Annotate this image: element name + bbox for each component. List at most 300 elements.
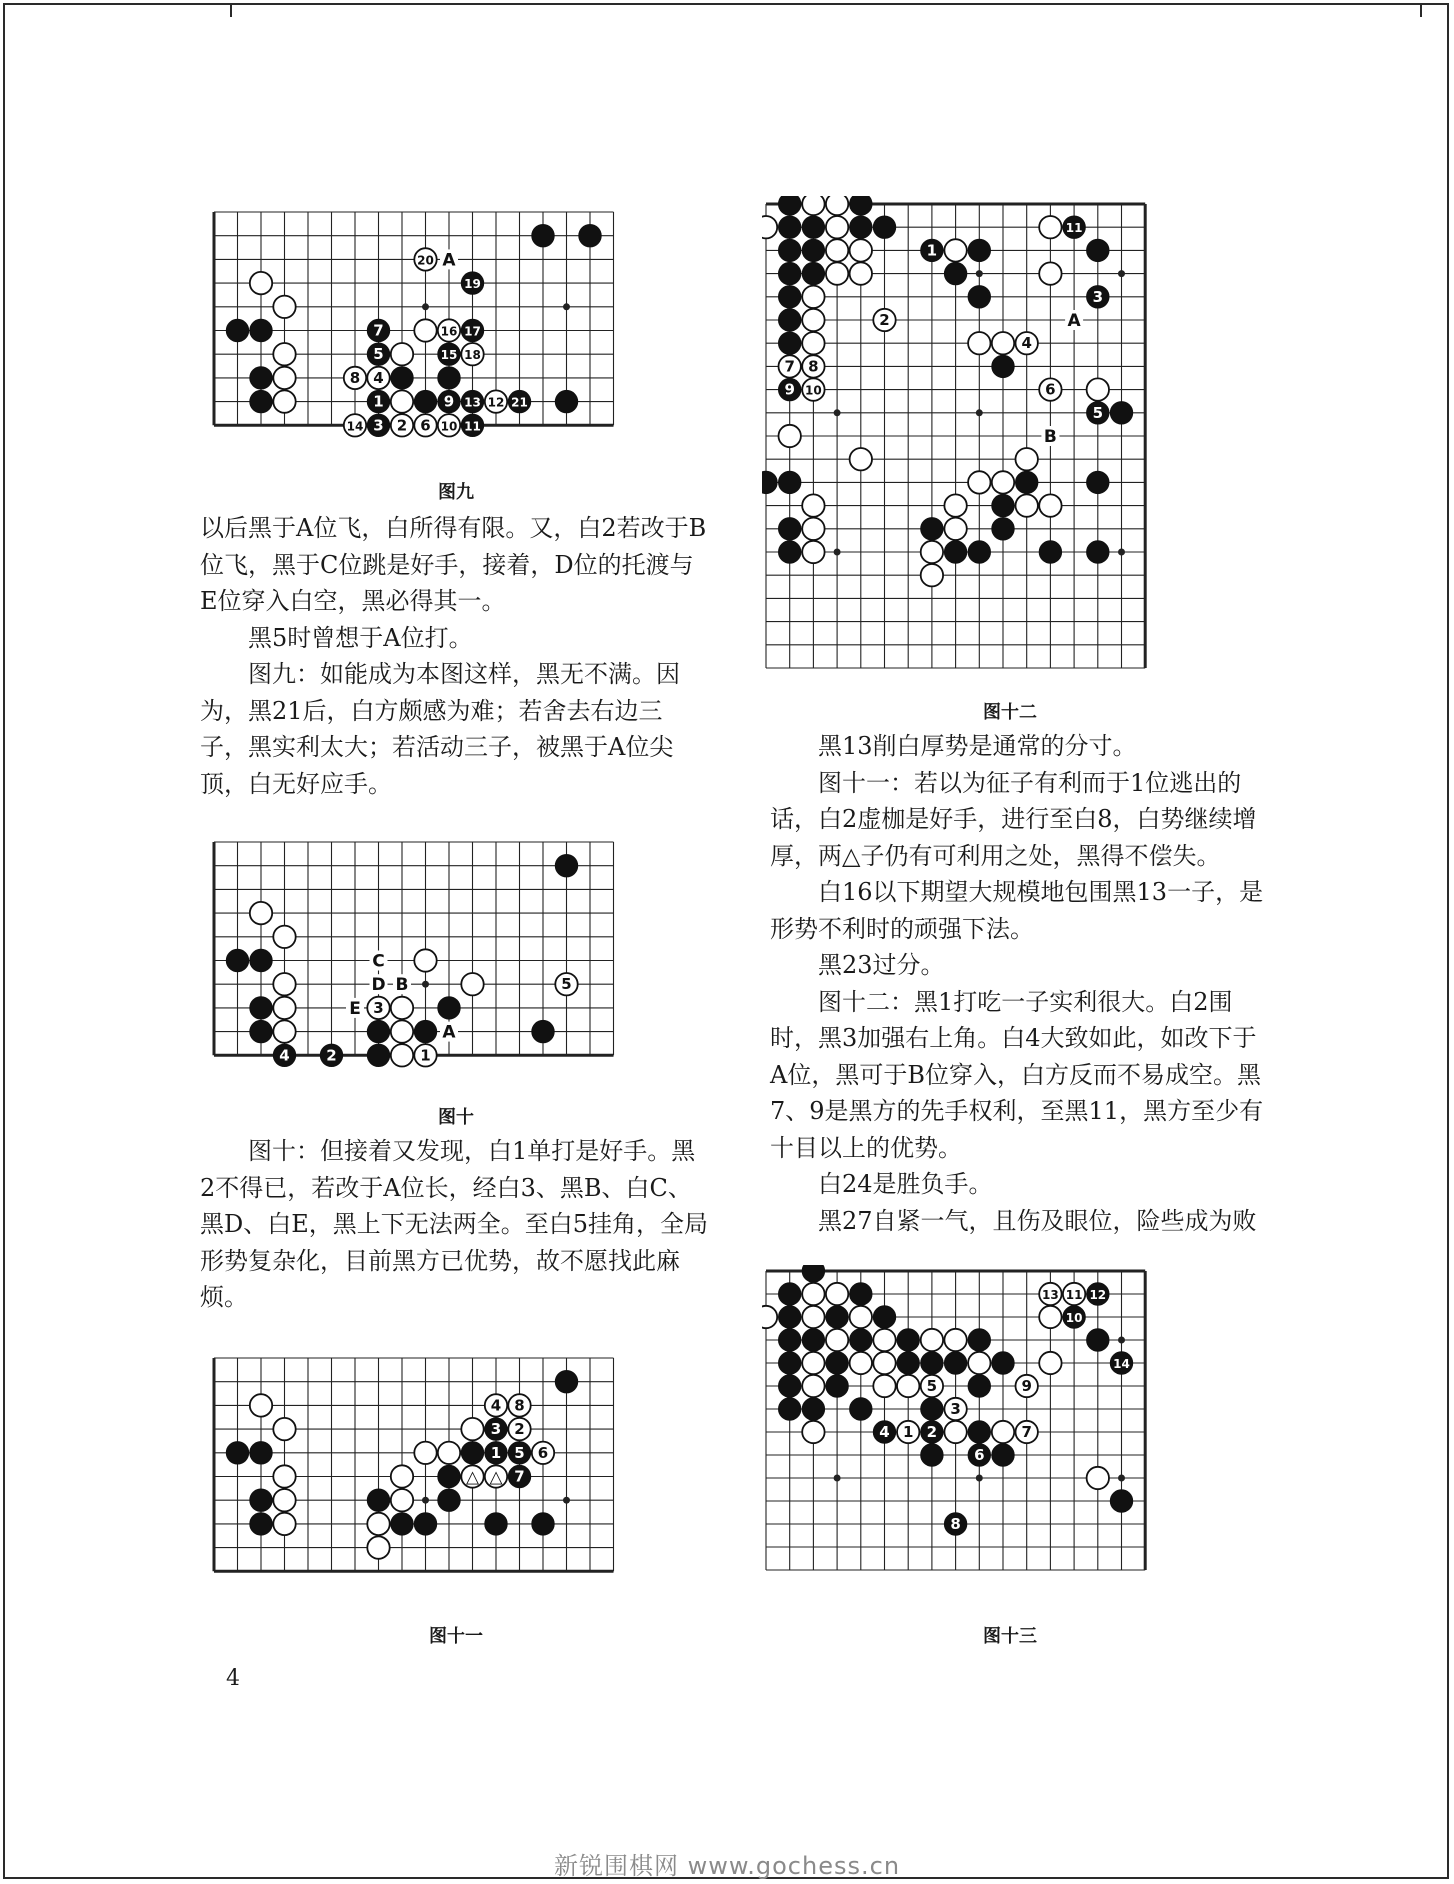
move-number: 7 (373, 321, 384, 340)
stone-disc (850, 1352, 872, 1374)
black-stone (992, 1444, 1014, 1466)
stone-disc (438, 1489, 460, 1511)
stone-disc (250, 367, 272, 389)
black-stone (968, 541, 990, 563)
move-number: 3 (490, 1420, 502, 1439)
white-stone (391, 390, 413, 412)
stone-disc (944, 494, 966, 516)
move-number: 8 (808, 357, 819, 376)
black-stone (461, 319, 483, 341)
paragraph: 黑5时曾想于A位打。 (248, 623, 473, 652)
white-stone (921, 1375, 943, 1397)
stone-disc (826, 1283, 848, 1305)
stone-disc (250, 1513, 272, 1535)
star-point (422, 303, 429, 310)
stone-disc (226, 949, 248, 971)
black-stone (367, 1489, 389, 1511)
stone-disc (226, 319, 248, 341)
black-stone (944, 262, 966, 284)
move-number: 2 (396, 416, 408, 435)
triangle-marker: △ (465, 1467, 480, 1488)
paragraph: 图十一：若以为征子有利而于1位逃出的话，白2虚枷是好手，进行至白8，白势继续增厚，两△子仍有可利用之处，黑得不偿失。 (770, 768, 1257, 870)
stone-disc (1110, 1490, 1132, 1512)
crop-mark (230, 3, 237, 17)
move-number: D (371, 975, 386, 996)
stone-disc (555, 855, 577, 877)
stone-disc (802, 262, 824, 284)
stone-disc (555, 1371, 577, 1393)
black-stone (438, 1465, 460, 1487)
white-stone (802, 1421, 824, 1443)
go-board-fig10 (207, 828, 705, 1090)
black-stone (779, 1306, 801, 1328)
white-stone (273, 343, 295, 365)
stone-disc (992, 1352, 1014, 1374)
stone-disc (921, 564, 943, 586)
black-stone (1087, 471, 1109, 493)
stone-disc (438, 997, 460, 1019)
white-stone (461, 1418, 483, 1440)
white-stone (802, 355, 824, 377)
move-number: 16 (440, 324, 458, 339)
black-stone (367, 390, 389, 412)
stone-disc (992, 518, 1014, 540)
stone-disc (273, 926, 295, 948)
stone-disc (826, 1329, 848, 1351)
star-point (834, 1475, 841, 1482)
white-stone (897, 1375, 919, 1397)
white-stone (1087, 1467, 1109, 1489)
move-number: B (1043, 427, 1057, 447)
point-label (1041, 426, 1059, 447)
point-label (1065, 310, 1083, 331)
black-stone (850, 1398, 872, 1420)
white-stone (1016, 1375, 1038, 1397)
move-number: A (1067, 311, 1081, 331)
stone-disc (968, 332, 990, 354)
black-stone (779, 286, 801, 308)
stone-disc (968, 1329, 990, 1351)
point-label (393, 974, 411, 995)
move-number: B (395, 975, 409, 996)
stone-disc (850, 239, 872, 261)
white-stone (802, 378, 824, 400)
stone-disc (414, 1442, 436, 1464)
stone-disc (802, 1283, 824, 1305)
black-stone (579, 225, 601, 247)
white-stone (414, 1442, 436, 1464)
stone-disc (273, 390, 295, 412)
move-number: 18 (464, 348, 481, 363)
white-stone (461, 1465, 483, 1487)
white-stone (273, 997, 295, 1019)
white-stone (802, 1283, 824, 1305)
star-point (834, 549, 841, 556)
black-stone (779, 378, 801, 400)
star-point (422, 981, 429, 988)
white-stone (1039, 1306, 1061, 1328)
black-stone (367, 1044, 389, 1066)
white-stone (273, 973, 295, 995)
stone-disc (250, 997, 272, 1019)
black-stone (968, 239, 990, 261)
move-number: 10 (805, 383, 822, 398)
stone-disc (1087, 1329, 1109, 1351)
move-number: 13 (1042, 1288, 1059, 1302)
white-stone (1039, 378, 1061, 400)
black-stone (1087, 402, 1109, 424)
stone-disc (968, 1375, 990, 1397)
black-stone (414, 1513, 436, 1535)
stone-disc (273, 973, 295, 995)
black-stone (779, 1283, 801, 1305)
stone-disc (944, 262, 966, 284)
stone-disc (873, 216, 895, 238)
stone-disc (762, 471, 777, 493)
move-number: 10 (1065, 1311, 1083, 1325)
point-label (346, 998, 364, 1019)
white-stone (968, 1352, 990, 1374)
stone-disc (1016, 494, 1038, 516)
black-stone (1110, 1352, 1132, 1374)
move-number: 6 (537, 1443, 549, 1462)
white-stone (485, 1394, 507, 1416)
black-stone (802, 216, 824, 238)
stone-disc (579, 225, 601, 247)
stone-disc (1039, 216, 1061, 238)
black-stone (320, 1044, 342, 1066)
black-stone (779, 518, 801, 540)
white-stone (850, 1306, 872, 1328)
stone-disc (802, 309, 824, 331)
move-number: 21 (511, 395, 528, 410)
black-stone (250, 1020, 272, 1042)
move-number: 7 (514, 1467, 525, 1486)
stone-disc (921, 518, 943, 540)
stone-disc (968, 541, 990, 563)
move-number: 8 (950, 1515, 961, 1533)
move-number: 3 (373, 998, 384, 1017)
black-stone (779, 309, 801, 331)
stone-disc (921, 541, 943, 563)
stone-disc (944, 1352, 966, 1374)
stone-disc (391, 367, 413, 389)
move-number: 10 (440, 419, 458, 434)
black-stone (779, 1398, 801, 1420)
stone-disc (532, 1513, 554, 1535)
white-stone (944, 1329, 966, 1351)
white-stone (802, 518, 824, 540)
black-stone (968, 1375, 990, 1397)
stone-disc (250, 319, 272, 341)
stone-disc (944, 541, 966, 563)
black-stone (414, 390, 436, 412)
black-stone (779, 216, 801, 238)
black-stone (555, 855, 577, 877)
black-stone (226, 949, 248, 971)
white-stone (1039, 1283, 1061, 1305)
white-stone (273, 926, 295, 948)
white-stone (391, 1044, 413, 1066)
stone-disc (438, 1442, 460, 1464)
stone-disc (391, 1044, 413, 1066)
white-stone (850, 448, 872, 470)
white-stone (779, 425, 801, 447)
stone-disc (968, 286, 990, 308)
move-number: 3 (373, 416, 384, 435)
stone-disc (1039, 541, 1061, 563)
stone-disc (1039, 494, 1061, 516)
stone-disc (438, 1465, 460, 1487)
move-number: 1 (926, 241, 938, 260)
white-stone (802, 1306, 824, 1328)
move-number: 9 (1021, 1377, 1032, 1395)
stone-disc (802, 1375, 824, 1397)
white-stone (273, 1020, 295, 1042)
stone-disc (1039, 262, 1061, 284)
white-stone (344, 367, 366, 389)
star-point (834, 409, 841, 416)
page-number: 4 (226, 1666, 240, 1691)
black-stone (897, 1329, 919, 1351)
black-stone (461, 390, 483, 412)
move-number: 1 (902, 1423, 914, 1441)
black-stone (438, 367, 460, 389)
stone-disc (992, 494, 1014, 516)
star-point (1118, 1475, 1125, 1482)
white-stone (414, 319, 436, 341)
star-point (976, 1475, 983, 1482)
point-label (370, 951, 388, 972)
black-stone (897, 1352, 919, 1374)
white-stone (1039, 1352, 1061, 1374)
stone-disc (391, 343, 413, 365)
white-stone (944, 518, 966, 540)
white-stone (850, 262, 872, 284)
stone-disc (826, 262, 848, 284)
white-stone (1063, 1283, 1085, 1305)
white-stone (897, 1421, 919, 1443)
white-stone (802, 332, 824, 354)
black-stone (921, 239, 943, 261)
stone-disc (779, 1375, 801, 1397)
white-stone (273, 1418, 295, 1440)
black-stone (992, 518, 1014, 540)
stone-disc (1087, 471, 1109, 493)
commentary-right (770, 728, 1265, 1239)
move-number: 15 (440, 348, 458, 363)
stone-disc (802, 1329, 824, 1351)
white-stone (344, 414, 366, 436)
star-point (1118, 549, 1125, 556)
white-stone (273, 1489, 295, 1511)
stone-disc (414, 949, 436, 971)
white-stone (802, 286, 824, 308)
move-number: 12 (1089, 1288, 1107, 1302)
black-stone (779, 196, 801, 215)
black-stone (461, 272, 483, 294)
white-stone (273, 367, 295, 389)
white-stone (391, 343, 413, 365)
black-stone (992, 1352, 1014, 1374)
black-stone (250, 997, 272, 1019)
paragraph: 白16以下期望大规模地包围黑13一子，是形势不利时的顽强下法。 (770, 878, 1264, 943)
stone-disc (273, 343, 295, 365)
stone-disc (250, 390, 272, 412)
white-stone (273, 390, 295, 412)
white-stone (802, 1375, 824, 1397)
stone-disc (802, 1352, 824, 1374)
move-number: 4 (373, 368, 384, 387)
move-number: 9 (784, 380, 795, 399)
black-stone (438, 390, 460, 412)
white-stone (850, 239, 872, 261)
black-stone (438, 343, 460, 365)
black-stone (508, 390, 530, 412)
go-board-fig11 (207, 1348, 705, 1610)
stone-disc (273, 296, 295, 318)
black-stone (921, 1352, 943, 1374)
stone-disc (802, 1421, 824, 1443)
white-stone (826, 196, 848, 215)
white-stone (1039, 262, 1061, 284)
black-stone (921, 1398, 943, 1420)
white-stone (414, 248, 436, 270)
stone-disc (802, 196, 824, 215)
stone-disc (779, 286, 801, 308)
white-stone (485, 390, 507, 412)
black-stone (802, 1398, 824, 1420)
black-stone (850, 1329, 872, 1351)
paragraph: 黑23过分。 (818, 951, 945, 979)
white-stone (802, 494, 824, 516)
move-number: 5 (373, 345, 384, 364)
black-stone (802, 1329, 824, 1351)
paragraph: 以后黑于A位飞，白所得有限。又，白2若改于B位飞，黑于C位跳是好手，接着，D位的托渡与E位穿入白空，黑必得其一。 (200, 514, 707, 615)
stone-disc (873, 1375, 895, 1397)
black-stone (250, 949, 272, 971)
white-stone (1016, 1421, 1038, 1443)
stone-disc (779, 262, 801, 284)
stone-disc (250, 1020, 272, 1042)
stone-disc (414, 390, 436, 412)
white-stone (508, 1394, 530, 1416)
stone-disc (921, 1329, 943, 1351)
white-stone (391, 997, 413, 1019)
stone-disc (461, 973, 483, 995)
commentary-left-2 (200, 1133, 710, 1316)
move-number: 2 (926, 1423, 938, 1441)
black-stone (367, 343, 389, 365)
stone-disc (921, 1352, 943, 1374)
stone-disc (779, 1329, 801, 1351)
move-number: E (349, 998, 361, 1019)
white-stone (944, 239, 966, 261)
black-stone (850, 196, 872, 215)
white-stone (802, 541, 824, 563)
black-stone (762, 471, 777, 493)
white-stone (762, 216, 777, 238)
move-number: 5 (926, 1377, 938, 1395)
black-stone (1039, 541, 1061, 563)
white-stone (1087, 378, 1109, 400)
stone-disc (873, 1352, 895, 1374)
black-stone (532, 1513, 554, 1535)
black-stone (367, 1020, 389, 1042)
white-stone (802, 309, 824, 331)
move-number: A (442, 1022, 456, 1043)
move-number: A (442, 250, 456, 271)
stone-disc (944, 518, 966, 540)
stone-disc (226, 1442, 248, 1464)
stone-disc (826, 1375, 848, 1397)
stone-disc (1110, 402, 1132, 424)
black-stone (555, 390, 577, 412)
black-stone (1110, 402, 1132, 424)
stone-disc (826, 1352, 848, 1374)
white-stone (555, 973, 577, 995)
white-stone (826, 239, 848, 261)
move-number: 8 (349, 368, 361, 387)
stone-disc (250, 949, 272, 971)
stone-disc (968, 239, 990, 261)
black-stone (921, 518, 943, 540)
white-stone (944, 1398, 966, 1420)
stone-disc (850, 196, 872, 215)
white-stone (992, 332, 1014, 354)
white-stone (1016, 332, 1038, 354)
move-number: 11 (1065, 1288, 1083, 1302)
black-stone (802, 239, 824, 261)
black-stone (826, 1375, 848, 1397)
stone-disc (802, 1398, 824, 1420)
stone-disc (944, 1421, 966, 1443)
black-stone (826, 1306, 848, 1328)
move-number: 2 (326, 1046, 337, 1065)
white-stone (1039, 216, 1061, 238)
commentary-left-1 (200, 510, 710, 802)
black-stone (968, 1444, 990, 1466)
move-number: 8 (514, 1396, 525, 1415)
stone-disc (826, 1306, 848, 1328)
move-number: 6 (420, 416, 431, 435)
point-label (440, 249, 458, 270)
stone-disc (414, 1020, 436, 1042)
stone-disc (992, 355, 1014, 377)
white-stone (273, 1465, 295, 1487)
paragraph: 黑13削白厚势是通常的分寸。 (818, 732, 1137, 760)
black-stone (414, 1020, 436, 1042)
stone-disc (850, 448, 872, 470)
stone-disc (779, 196, 801, 215)
stone-disc (779, 216, 801, 238)
triangle-marker: △ (489, 1467, 503, 1488)
black-stone (779, 1329, 801, 1351)
paragraph: 黑27自紧一气，且伤及眼位，险些成为败 (818, 1206, 1257, 1235)
black-stone (367, 414, 389, 436)
move-number: 11 (1065, 221, 1083, 236)
white-stone (873, 1375, 895, 1397)
white-stone (968, 471, 990, 493)
stone-disc (921, 1444, 943, 1466)
move-number: 4 (490, 1396, 502, 1415)
white-stone (944, 494, 966, 516)
stone-disc (391, 997, 413, 1019)
white-stone (968, 332, 990, 354)
stone-disc (555, 390, 577, 412)
star-point (422, 1497, 429, 1504)
star-point (563, 303, 570, 310)
